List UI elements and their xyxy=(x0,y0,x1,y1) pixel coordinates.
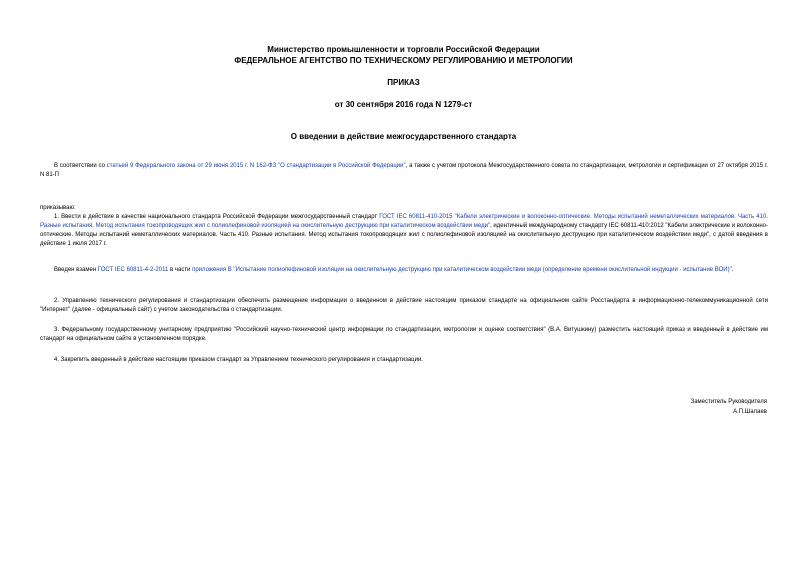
ministry-name: Министерство промышленности и торговли Российской Федерации xyxy=(267,45,540,54)
item-1-paragraph xyxy=(40,213,768,249)
preamble-paragraph xyxy=(40,162,768,180)
replacement-text-2: в части xyxy=(168,267,193,273)
gost-410-2015-link[interactable]: ГОСТ IEC 60811-410-2015 "Кабели электрические и волоконно-оптические. Методы испытаний неметаллических материалов. Часть 410. Разные испытания. Метод испытания токопроводящих жил с полиолефиновой изоляцией на окислительную деструкцию при каталитическом воздействии меди" xyxy=(40,214,768,229)
item-3-paragraph: 3. Федеральному государственному унитарному предприятию "Российский научно-технический центр информации по стандартизации, метрологии и оценке соответствия" (В.А. Витушкину) разместить настоящий приказ и введенный в действие им стандарт на официальном сайте в установленном порядке. xyxy=(40,327,768,342)
order-word: приказываю: xyxy=(40,205,76,211)
signature-position: Заместитель Руководителя xyxy=(690,399,767,405)
appendix-v-link[interactable]: приложения В "Испытание полиолефиновой изоляции на окислительную деструкцию при каталитическом воздействии меди (определение времени окислительной индукции - испытание ВОИ)" xyxy=(192,267,732,273)
preamble-text-2: , а также с учетом протокола Межгосударственного совета по стандартизации, метрологии и сертификации от 27 октября 2015 г. N 81-П xyxy=(40,163,768,178)
document-date-number: от 30 сентября 2016 года N 1279-ст xyxy=(334,100,473,109)
replacement-paragraph xyxy=(40,266,768,275)
document-title: О введении в действие межгосударственного стандарта xyxy=(290,132,517,141)
signature-name: А.П.Шалаев xyxy=(733,409,767,415)
document-type: ПРИКАЗ xyxy=(387,78,420,87)
gost-4-2-2011-link[interactable]: ГОСТ IEC 60811-4-2-2011 xyxy=(97,267,169,273)
preamble-text-1: В соответствии со xyxy=(54,163,107,169)
item-1-text-2: , идентичный международному стандарту IEC 60811-410:2012 "Кабели электрические и волоконно-оптические. Методы испытаний неметаллических материалов. Часть 410. Разные испытания. Метод испытания токопроводящих жил с полиолефиновой изоляцией на окислительную деструкцию при каталитическом воздействии меди", с датой введения в действие 1 июля 2017 г. xyxy=(40,223,769,247)
item-4-paragraph: 4. Закрепить введенный в действие настоящим приказом стандарт за Управлением технического регулирования и стандартизации. xyxy=(54,357,423,363)
replacement-text-1: Введен взамен xyxy=(54,267,98,273)
federal-law-link[interactable]: статьей 9 Федерального закона от 29 июня 2015 г. N 162-ФЗ "О стандартизации в Российской Федерации" xyxy=(106,163,406,169)
agency-name: ФЕДЕРАЛЬНОЕ АГЕНТСТВО ПО ТЕХНИЧЕСКОМУ РЕГУЛИРОВАНИЮ И МЕТРОЛОГИИ xyxy=(234,56,573,65)
item-1-text-1: 1. Ввести в действие в качестве национального стандарта Российской Федерации межгосударственный стандарт xyxy=(54,214,380,220)
replacement-text-3: . xyxy=(731,267,734,273)
item-2-paragraph: 2. Управлению технического регулирования и стандартизации обеспечить размещение информации о введенном в действие настоящим приказом стандарте на официальном сайте Росстандарта в информационно-телекоммуникационной сети "Интернет" (далее - официальный сайт) с учетом законодательства о стандартизации. xyxy=(40,298,768,313)
